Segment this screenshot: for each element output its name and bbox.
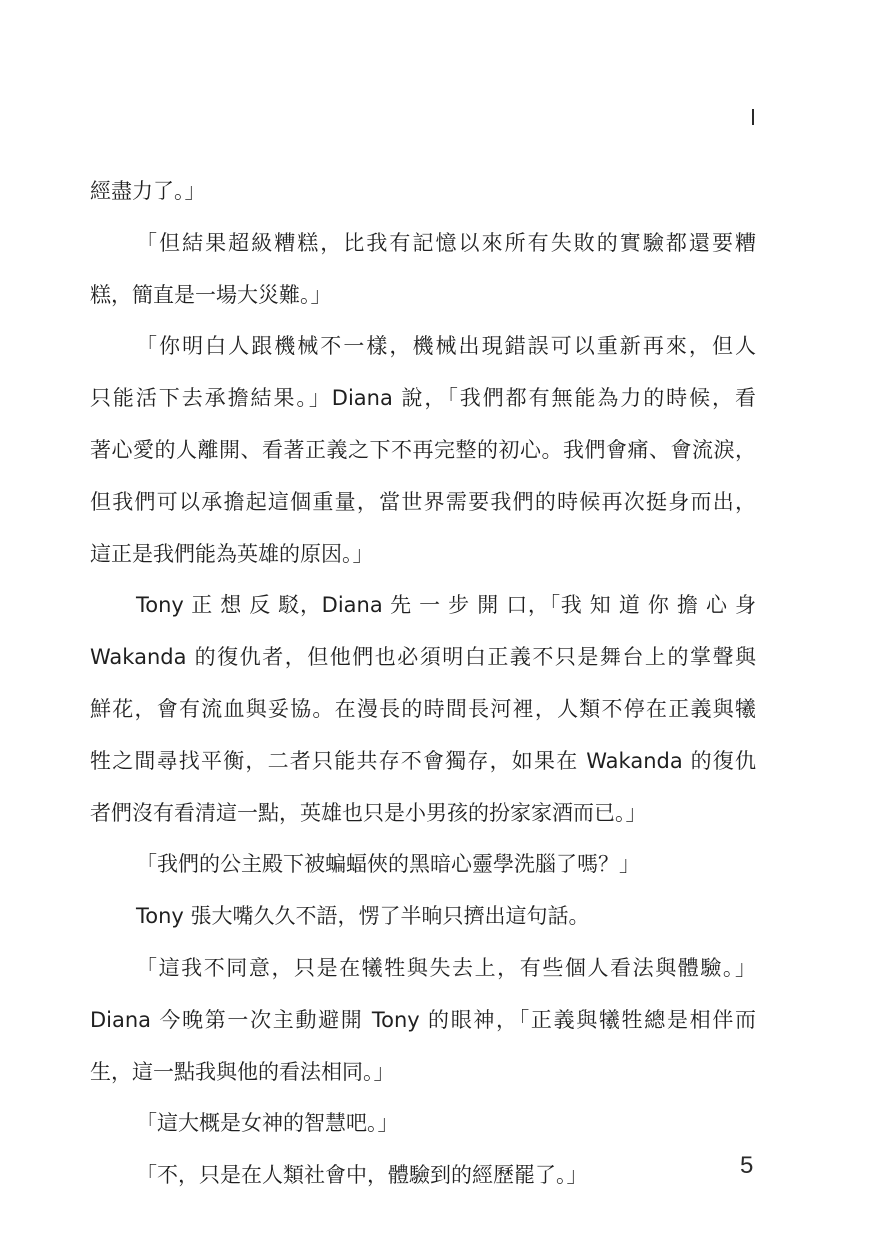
text-line: 著心愛的人離開、看著正義之下不再完整的初心。我們會痛、會流淚， [90, 437, 756, 462]
text-line: 「你明白人跟機械不一樣，機械出現錯誤可以重新再來，但人 [136, 334, 756, 359]
text-line: Wakanda 的復仇者，但他們也必須明白正義不只是舞台上的掌聲與 [90, 645, 756, 670]
text-line: 但我們可以承擔起這個重量，當世界需要我們的時候再次挺身而出， [90, 489, 756, 514]
text-line: 「這我不同意，只是在犧牲與失去上，有些個人看法與體驗。」 [136, 955, 756, 980]
text-line: 經盡力了。」 [90, 179, 206, 203]
text-line: Tony 正 想 反 駁，Diana 先 一 步 開 口，「我 知 道 你 擔 心 身 [136, 593, 756, 618]
text-line: 生，這一點我與他的看法相同。」 [90, 1059, 395, 1084]
text-line: Tony 張大嘴久久不語，愣了半晌只擠出這句話。 [136, 904, 590, 929]
text-line: 這正是我們能為英雄的原因。」 [90, 541, 374, 566]
text-line: 者們沒有看清這一點，英雄也只是小男孩的扮家家酒而已。」 [90, 800, 647, 825]
text-line: 糕，簡直是一場大災難。」 [90, 282, 332, 307]
text-line: 鮮花，會有流血與妥協。在漫長的時間長河裡，人類不停在正義與犧 [90, 696, 756, 721]
header-rule-mark [752, 109, 754, 125]
text-line: 「但結果超級糟糕，比我有記憶以來所有失敗的實驗都還要糟 [136, 230, 756, 255]
text-line: 「這大概是女神的智慧吧。」 [136, 1111, 399, 1136]
body-text [90, 166, 756, 1202]
text-line: Diana 今晚第一次主動避開 Tony 的眼神，「正義與犧牲總是相伴而 [90, 1007, 756, 1032]
text-line: 牲之間尋找平衡，二者只能共存不會獨存，如果在 Wakanda 的復仇 [90, 748, 756, 773]
page-number: 5 [740, 1152, 754, 1179]
text-line: 只能活下去承擔結果。」Diana 說，「我們都有無能為力的時候，看 [90, 386, 756, 411]
text-line: 「我們的公主殿下被蝙蝠俠的黑暗心靈學洗腦了嗎？」 [136, 852, 640, 877]
text-line: 「不，只是在人類社會中，體驗到的經歷罷了。」 [136, 1163, 588, 1188]
